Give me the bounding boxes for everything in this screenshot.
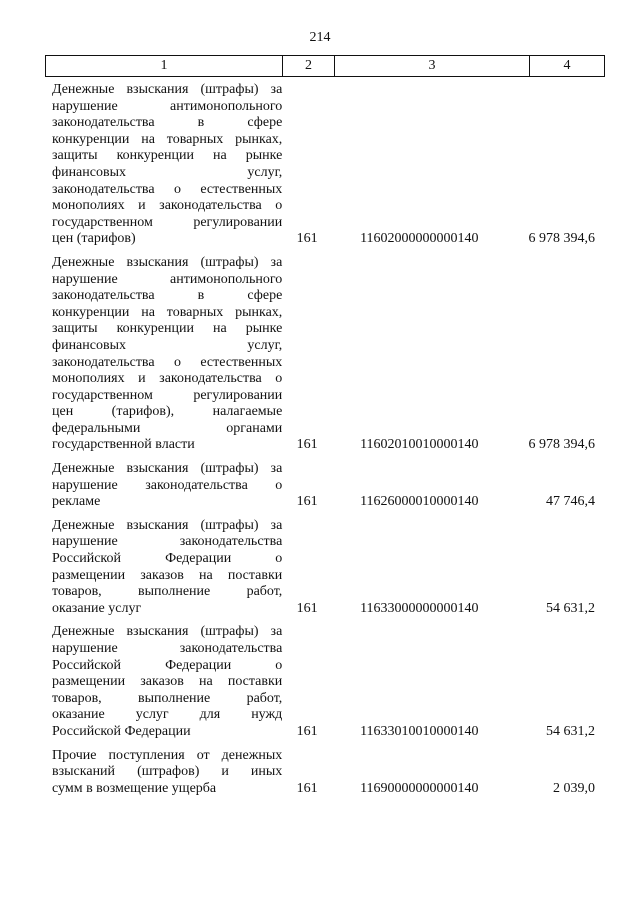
table-row [45,255,605,454]
row-description [52,255,282,454]
column-header-3: 3 [335,56,530,76]
row-description [52,461,282,511]
description-line: сумм в возмещение ущерба [52,780,217,796]
table-header [45,55,605,77]
description-line: нарушение антимонопольного [52,98,283,114]
description-line: защиты конкуренции на рынке [52,321,283,337]
description-line: Российской Федерации о [52,657,283,673]
description-line: размещении заказов на поставки [52,567,283,583]
description-line: законодательства в сфере [52,288,283,304]
row-amount: 47 746,4 [546,494,595,510]
row-revenue-code: 11633010010000140 [360,723,479,739]
description-line: Российской Федерации о [52,551,283,567]
description-line: Денежные взыскания (штрафы) за [52,254,283,270]
description-line: цен (тарифов), налагаемые [52,404,283,420]
table-row [45,82,605,248]
row-revenue-code: 11633000000000140 [360,600,479,616]
description-line: монополиях и законодательства о [52,371,283,387]
description-line: Прочие поступления от денежных [52,747,283,763]
description-line: оказание услуг для нужд [52,707,283,723]
row-amount: 54 631,2 [546,600,595,616]
description-line: государственной власти [52,437,195,453]
table-row [45,624,605,740]
column-header-2: 2 [283,56,335,76]
description-line: Денежные взыскания (штрафы) за [52,461,283,477]
row-revenue-code: 11626000010000140 [360,494,479,510]
description-line: Денежные взыскания (штрафы) за [52,624,283,640]
description-line: конкуренции на товарных рынках, [52,304,283,320]
description-line: товаров, выполнение работ, [52,584,283,600]
page-number: 214 [309,30,331,45]
row-amount: 6 978 394,6 [528,437,595,453]
row-description [52,518,282,618]
column-header-4: 4 [563,58,571,73]
description-line: оказание услуг [52,600,142,616]
description-line: законодательства о естественных [52,354,283,370]
description-line: рекламе [52,494,101,510]
row-description [52,624,282,740]
description-line: товаров, выполнение работ, [52,690,283,706]
description-line: государственном регулировании [52,214,283,230]
table-row [45,518,605,618]
row-description [52,748,282,798]
description-line: цен (тарифов) [52,231,136,247]
description-line: нарушение законодательства [52,641,283,656]
row-admin-code: 161 [296,231,318,247]
row-amount: 2 039,0 [553,780,595,796]
row-revenue-code: 11690000000000140 [360,780,479,796]
row-description [52,82,282,248]
row-revenue-code: 11602000000000140 [360,231,479,247]
description-line: нарушение законодательства о [52,477,283,493]
row-amount: 54 631,2 [546,723,595,739]
row-admin-code: 161 [296,494,318,510]
row-admin-code: 161 [296,780,318,796]
description-line: финансовых услуг, [52,164,283,180]
description-line: размещении заказов на поставки [52,674,283,690]
description-line: защиты конкуренции на рынке [52,148,283,164]
row-admin-code: 161 [296,437,318,453]
description-line: законодательства в сфере [52,115,283,131]
column-header-1: 1 [46,56,283,76]
row-amount: 6 978 394,6 [528,231,595,247]
description-line: федеральными органами [52,420,283,436]
description-line: финансовых услуг, [52,337,283,353]
table-row [45,461,605,511]
description-line: нарушение антимонопольного [52,271,283,287]
description-line: законодательства о естественных [52,181,283,197]
description-line: Российской Федерации [52,723,191,739]
row-admin-code: 161 [296,600,318,616]
description-line: взысканий (штрафов) и иных [52,764,283,780]
description-line: Денежные взыскания (штрафы) за [52,82,283,97]
row-revenue-code: 11602010010000140 [360,437,479,453]
description-line: государственном регулировании [52,387,283,403]
description-line: монополиях и законодательства о [52,198,283,214]
table-row [45,748,605,798]
description-line: конкуренции на товарных рынках, [52,131,283,147]
description-line: Денежные взыскания (штрафы) за [52,517,283,533]
table-body [45,82,605,804]
row-admin-code: 161 [296,723,318,739]
description-line: нарушение законодательства [52,534,283,550]
